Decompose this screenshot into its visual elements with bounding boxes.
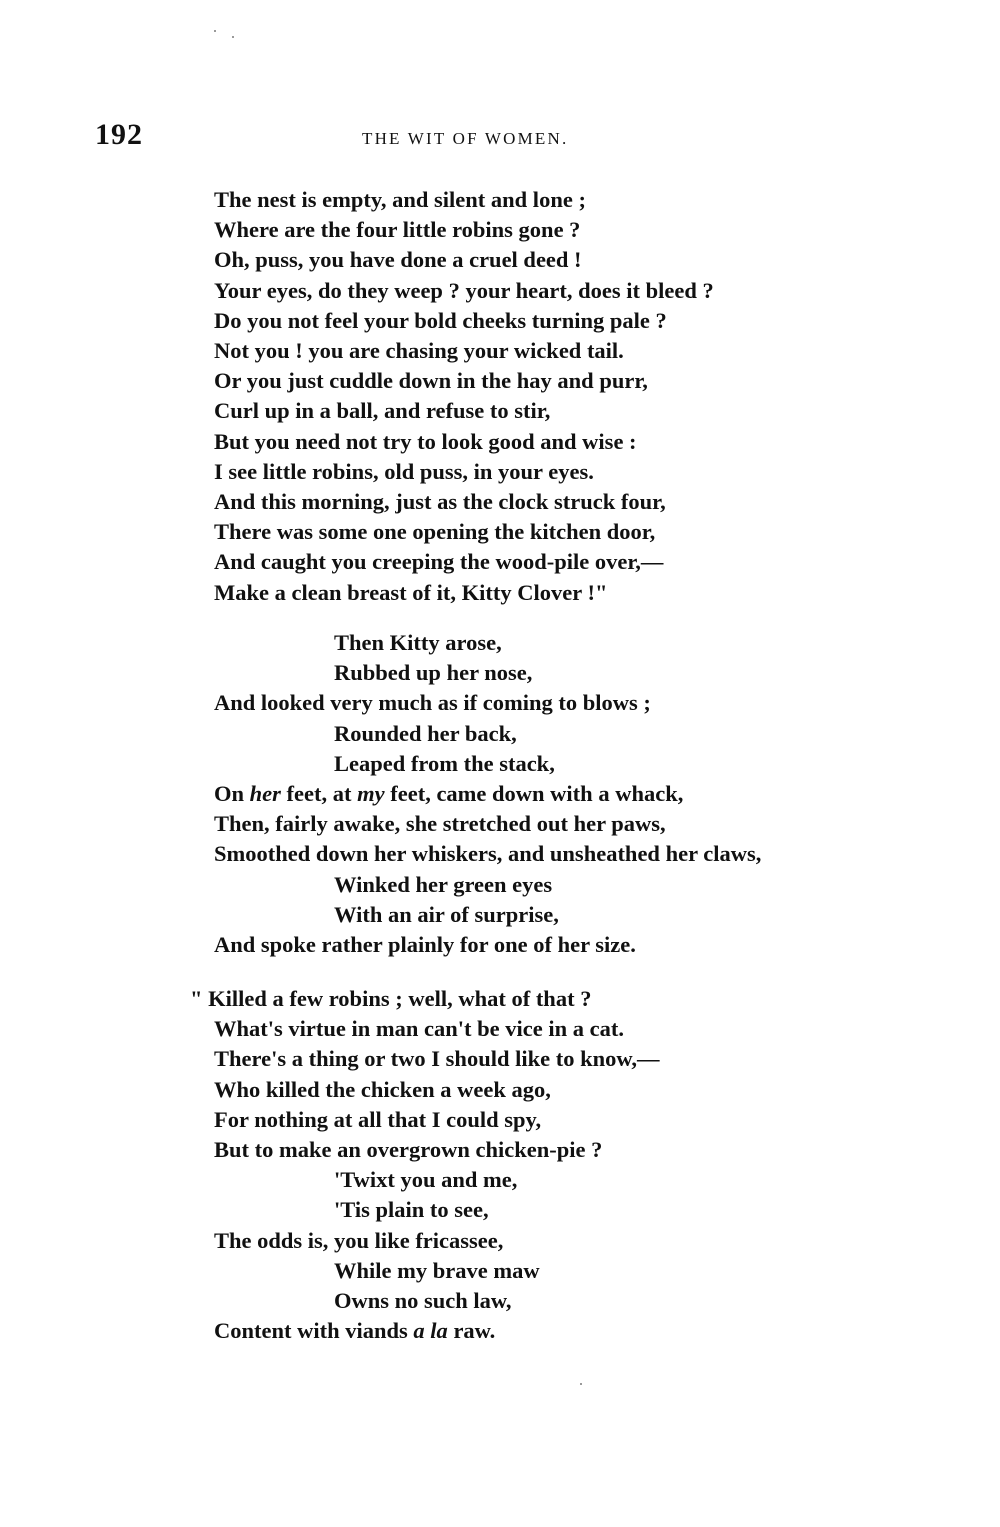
poem-line: And looked very much as if coming to blows ; [214, 690, 651, 715]
poem-line: Do you not feel your bold cheeks turning pale ? [214, 308, 667, 333]
page-number: 192 [95, 118, 143, 151]
poem-line: While my brave maw [334, 1258, 540, 1283]
poem-line: Then, fairly awake, she stretched out her paws, [214, 811, 666, 836]
poem-line: What's virtue in man can't be vice in a cat. [214, 1016, 624, 1041]
bleed-through-noise [212, 1424, 812, 1464]
poem-line: Where are the four little robins gone ? [214, 217, 581, 242]
poem-line: Leaped from the stack, [334, 751, 555, 776]
poem-line: Smoothed down her whiskers, and unsheathed her claws, [214, 841, 762, 866]
poem-line: Your eyes, do they weep ? your heart, does it bleed ? [214, 278, 714, 303]
poem-line [214, 780, 683, 808]
poem-line [214, 1317, 495, 1345]
poem-line: Make a clean breast of it, Kitty Clover !" [214, 580, 608, 605]
poem-line: I see little robins, old puss, in your eyes. [214, 459, 594, 484]
poem-line: And caught you creeping the wood-pile over,— [214, 549, 664, 574]
scan-speck [214, 30, 216, 32]
poem-line: And this morning, just as the clock struck four, [214, 489, 666, 514]
poem-line: " Killed a few robins ; well, what of that ? [190, 986, 592, 1011]
poem-line: Who killed the chicken a week ago, [214, 1077, 551, 1102]
poem-line: 'Tis plain to see, [334, 1197, 489, 1222]
poem-line: With an air of surprise, [334, 902, 559, 927]
poem-line: Owns no such law, [334, 1288, 512, 1313]
poem-line: But you need not try to look good and wise : [214, 429, 637, 454]
poem-line: For nothing at all that I could spy, [214, 1107, 542, 1132]
running-head: THE WIT OF WOMEN. [362, 129, 569, 148]
poem-line: Oh, puss, you have done a cruel deed ! [214, 247, 582, 272]
scan-speck [580, 1383, 582, 1385]
italic-word: a la [413, 1318, 448, 1343]
poem-line: Winked her green eyes [334, 872, 553, 897]
line-segment: On [214, 781, 250, 806]
poem-line: But to make an overgrown chicken-pie ? [214, 1137, 603, 1162]
poem-line: 'Twixt you and me, [334, 1167, 518, 1192]
poem-line: There was some one opening the kitchen door, [214, 519, 656, 544]
line-segment: Content with viands [214, 1318, 414, 1343]
line-segment: feet, at [280, 781, 358, 806]
line-segment: feet, came down with a whack, [384, 781, 684, 806]
poem-line: Curl up in a ball, and refuse to stir, [214, 398, 551, 423]
poem-line: Not you ! you are chasing your wicked tail. [214, 338, 624, 363]
italic-word: my [357, 781, 385, 806]
italic-word: her [249, 781, 281, 806]
poem-line: There's a thing or two I should like to know,— [214, 1046, 660, 1071]
poem-line: Rubbed up her nose, [334, 660, 533, 685]
scan-speck [232, 36, 234, 38]
poem-line: The nest is empty, and silent and lone ; [214, 187, 586, 212]
line-segment: raw. [447, 1318, 496, 1343]
poem-line: Or you just cuddle down in the hay and purr, [214, 368, 648, 393]
poem-line: Rounded her back, [334, 721, 517, 746]
poem-line: Then Kitty arose, [334, 630, 502, 655]
poem-line: And spoke rather plainly for one of her size. [214, 932, 636, 957]
poem-line: The odds is, you like fricassee, [214, 1228, 504, 1253]
